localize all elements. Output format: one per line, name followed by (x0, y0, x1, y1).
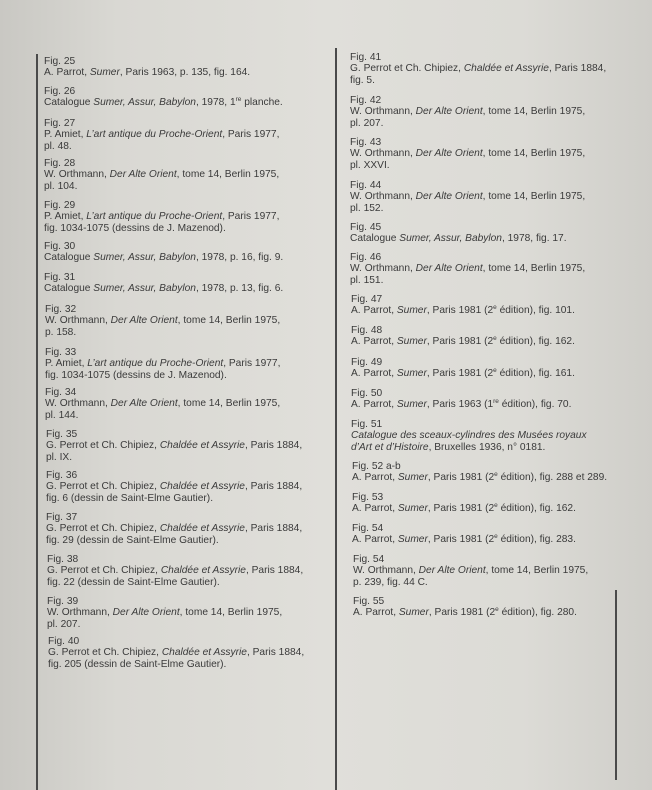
italic-title: Chaldée et Assyrie (159, 440, 245, 452)
figure-credit-entry (44, 272, 283, 295)
citation-line (351, 305, 575, 316)
citation-line (351, 430, 587, 441)
citation-text: , 1978, p. 16, fig. 9. (195, 252, 284, 264)
figure-credit-entry (352, 523, 576, 546)
citation-text: , tome 14, Berlin 1975, (176, 169, 280, 181)
italic-title: Sumer (398, 607, 429, 619)
citation-text: fig. 6 (dessin de Saint-Elme Gautier). (46, 492, 214, 504)
figure-credit-entry (44, 118, 279, 152)
figure-credit-entry (350, 137, 585, 171)
citation-text: , Paris 1981 (2 (427, 534, 495, 546)
citation-text: , Paris 1977, (223, 358, 281, 370)
citation-line (352, 472, 607, 483)
italic-title: Der Alte Orient (109, 169, 177, 181)
citation-text: , 1978, 1 (195, 97, 236, 109)
citation-text: , tome 14, Berlin 1975, (482, 106, 586, 118)
citation-text: A. Parrot, (44, 67, 90, 79)
figure-credit-entry (46, 429, 302, 463)
figure-number: Fig. 44 (350, 180, 382, 191)
italic-title: Sumer (396, 399, 427, 411)
citation-text: W. Orthmann, (350, 106, 416, 118)
citation-line (47, 565, 303, 576)
citation-line (350, 203, 585, 214)
figure-number: Fig. 40 (48, 636, 80, 647)
citation-text: pl. 144. (45, 409, 79, 421)
figure-credit-entry (351, 357, 575, 380)
citation-text: édition), fig. 162. (497, 503, 576, 515)
italic-title: Chaldée et Assyrie (160, 565, 246, 577)
italic-title: Der Alte Orient (415, 263, 483, 275)
citation-line (353, 607, 577, 618)
figure-credit-entry (353, 596, 577, 619)
citation-text: édition), fig. 101. (496, 305, 575, 317)
citation-line (44, 252, 283, 263)
citation-text: G. Perrot et Ch. Chipiez, (48, 647, 162, 659)
citation-text: pl. 152. (350, 202, 384, 214)
citation-text: fig. 1034-1075 (dessins de J. Mazenod). (44, 222, 226, 234)
citation-text: G. Perrot et Ch. Chipiez, (46, 523, 160, 535)
figure-credit-entry (47, 596, 282, 630)
citation-text: A. Parrot, (351, 368, 397, 380)
figure-number: Fig. 42 (350, 95, 382, 106)
figure-number: Fig. 28 (44, 158, 76, 169)
citation-line (351, 336, 575, 347)
figure-number: Fig. 33 (45, 347, 77, 358)
citation-line (46, 481, 302, 492)
figure-number: Fig. 54 (352, 523, 384, 534)
citation-line (44, 97, 283, 108)
figure-credit-entry (48, 636, 304, 670)
citation-text: , 1978, p. 13, fig. 6. (195, 283, 284, 295)
figure-credit-entry (44, 200, 279, 234)
italic-title: L’art antique du Proche-Orient (87, 358, 224, 370)
citation-text: , tome 14, Berlin 1975, (179, 607, 283, 619)
citation-text: , Paris 1884, (246, 647, 305, 659)
citation-line (45, 370, 280, 381)
citation-text: , Paris 1977, (222, 211, 280, 223)
citation-line (350, 160, 585, 171)
citation-text: , Paris 1884, (548, 63, 607, 75)
figure-number: Fig. 41 (350, 52, 382, 63)
citation-text: fig. 29 (dessin de Saint-Elme Gautier). (46, 534, 219, 546)
citation-text: Catalogue (44, 252, 94, 264)
citation-text: , Paris 1884, (245, 565, 304, 577)
italic-title: Chaldée et Assyrie (159, 523, 245, 535)
citation-line (45, 358, 280, 369)
citation-text: A. Parrot, (353, 607, 399, 619)
figure-number: Fig. 29 (44, 200, 76, 211)
citation-text: G. Perrot et Ch. Chipiez, (46, 481, 160, 493)
citation-text: fig. 205 (dessin de Saint-Elme Gautier). (48, 658, 227, 670)
figure-credit-entry (46, 512, 302, 546)
citation-line (350, 106, 585, 117)
figure-credit-entry (44, 86, 283, 109)
citation-line (46, 452, 302, 463)
figure-number: Fig. 45 (350, 222, 382, 233)
figure-number: Fig. 39 (47, 596, 79, 607)
figure-number: Fig. 43 (350, 137, 382, 148)
italic-title: Sumer (397, 472, 428, 484)
figure-credit-entry (350, 180, 585, 214)
figure-credit-entry (46, 470, 302, 504)
italic-title: Sumer (397, 534, 428, 546)
citation-text: G. Perrot et Ch. Chipiez, (46, 440, 160, 452)
citation-line (351, 399, 571, 410)
figure-number: Fig. 32 (45, 304, 77, 315)
citation-text: W. Orthmann, (353, 565, 419, 577)
figure-number: Fig. 55 (353, 596, 385, 607)
citation-line (44, 169, 279, 180)
figure-credit-entry (44, 158, 279, 192)
citation-text: édition), fig. 288 et 289. (497, 472, 608, 484)
citation-line (44, 141, 279, 152)
citation-line (46, 523, 302, 534)
figure-credit-entry (350, 222, 567, 245)
citation-line (47, 577, 303, 588)
citation-line (46, 440, 302, 451)
citation-text: A. Parrot, (352, 534, 398, 546)
citation-line (44, 211, 279, 222)
citation-text: A. Parrot, (352, 503, 398, 515)
figure-credit-entry (351, 325, 575, 348)
citation-text: , tome 14, Berlin 1975, (485, 565, 589, 577)
figure-number: Fig. 49 (351, 357, 383, 368)
figure-number: Fig. 47 (351, 294, 383, 305)
citation-text: A. Parrot, (351, 336, 397, 348)
citation-text: , Paris 1963, p. 135, fig. 164. (119, 67, 251, 79)
citation-text: , Paris 1981 (2 (426, 305, 494, 317)
figure-credit-entry (45, 387, 280, 421)
italic-title: Der Alte Orient (415, 106, 483, 118)
citation-line (351, 442, 587, 453)
italic-title: Sumer, Assur, Babylon (399, 233, 502, 245)
italic-title: Sumer (396, 336, 427, 348)
citation-line (45, 398, 280, 409)
citation-text: W. Orthmann, (47, 607, 113, 619)
citation-text: W. Orthmann, (44, 169, 110, 181)
citation-line (350, 75, 606, 86)
citation-line (44, 67, 250, 78)
italic-title: Sumer, Assur, Babylon (93, 252, 196, 264)
citation-line (47, 619, 282, 630)
figure-number: Fig. 37 (46, 512, 78, 523)
citation-text: P. Amiet, (44, 129, 87, 141)
citation-text: , Paris 1981 (2 (426, 368, 494, 380)
citation-text: Catalogue (44, 283, 94, 295)
citation-text: , Paris 1884, (244, 481, 303, 493)
italic-title: Der Alte Orient (112, 607, 180, 619)
citation-text: , tome 14, Berlin 1975, (482, 191, 586, 203)
italic-title: L’art antique du Proche-Orient (86, 129, 223, 141)
citation-text: pl. IX. (46, 451, 73, 463)
citation-line (353, 565, 588, 576)
center-column-rule (335, 48, 337, 790)
citation-line (45, 327, 280, 338)
figure-credit-entry (352, 492, 576, 515)
figure-number: Fig. 34 (45, 387, 77, 398)
citation-text: pl. 207. (47, 618, 81, 630)
citation-line (350, 233, 567, 244)
citation-line (45, 410, 280, 421)
citation-line (350, 191, 585, 202)
superscript-text: re (493, 398, 499, 406)
figure-credit-entry (45, 304, 280, 338)
citation-text: pl. 48. (44, 140, 72, 152)
figure-number: Fig. 36 (46, 470, 78, 481)
citation-line (350, 263, 585, 274)
figure-number: Fig. 54 (353, 554, 385, 565)
figure-credit-entry (353, 554, 588, 588)
citation-text: A. Parrot, (351, 399, 397, 411)
citation-text: , Paris 1981 (2 (427, 503, 495, 515)
citation-text: planche. (241, 97, 283, 109)
figure-number: Fig. 27 (44, 118, 76, 129)
citation-text: , tome 14, Berlin 1975, (482, 263, 586, 275)
citation-line (46, 493, 302, 504)
citation-line (352, 534, 576, 545)
citation-line (44, 181, 279, 192)
citation-text: G. Perrot et Ch. Chipiez, (350, 63, 464, 75)
italic-title: Sumer (396, 305, 427, 317)
citation-line (46, 535, 302, 546)
italic-title: Catalogue des sceaux-cylindres des Musées royaux (351, 430, 587, 442)
superscript-text: e (493, 304, 497, 312)
figure-credit-entry (352, 461, 607, 484)
superscript-text: e (495, 606, 499, 614)
citation-text: édition), fig. 162. (496, 336, 575, 348)
figure-credit-entry (350, 52, 606, 86)
citation-line (350, 148, 585, 159)
citation-text: , Paris 1884, (244, 523, 303, 535)
italic-title: Chaldée et Assyrie (161, 647, 247, 659)
figure-number: Fig. 52 a-b (352, 461, 401, 472)
citation-text: Catalogue (44, 97, 94, 109)
citation-line (44, 129, 279, 140)
italic-title: Der Alte Orient (110, 398, 178, 410)
citation-text: A. Parrot, (351, 305, 397, 317)
citation-text: , Paris 1981 (2 (426, 336, 494, 348)
figure-credit-entry (350, 95, 585, 129)
citation-text: p. 158. (45, 326, 77, 338)
citation-line (350, 275, 585, 286)
superscript-text: e (493, 367, 497, 375)
figure-number: Fig. 50 (351, 388, 383, 399)
citation-text: W. Orthmann, (350, 263, 416, 275)
citation-text: P. Amiet, (44, 211, 87, 223)
italic-title: Der Alte Orient (418, 565, 486, 577)
citation-text: , Paris 1981 (2 (427, 472, 495, 484)
figure-number: Fig. 48 (351, 325, 383, 336)
italic-title: Sumer (89, 67, 120, 79)
italic-title: Der Alte Orient (110, 315, 178, 327)
italic-title: Der Alte Orient (415, 191, 483, 203)
citation-text: édition), fig. 161. (496, 368, 575, 380)
citation-text: Catalogue (350, 233, 400, 245)
superscript-text: e (493, 335, 497, 343)
citation-text: édition), fig. 70. (498, 399, 572, 411)
figure-credit-entry (350, 252, 585, 286)
citation-text: G. Perrot et Ch. Chipiez, (47, 565, 161, 577)
italic-title: Sumer, Assur, Babylon (93, 283, 196, 295)
figure-number: Fig. 38 (47, 554, 79, 565)
figure-credit-entry (351, 294, 575, 317)
citation-line (351, 368, 575, 379)
citation-line (353, 577, 588, 588)
citation-text: , Paris 1977, (222, 129, 280, 141)
citation-text: A. Parrot, (352, 472, 398, 484)
italic-title: Sumer (397, 503, 428, 515)
superscript-text: e (494, 502, 498, 510)
citation-line (350, 63, 606, 74)
left-column-rule (36, 54, 38, 790)
figure-number: Fig. 30 (44, 241, 76, 252)
italic-title: L’art antique du Proche-Orient (86, 211, 223, 223)
superscript-text: re (235, 96, 242, 104)
citation-text: pl. 207. (350, 117, 384, 129)
figure-number: Fig. 46 (350, 252, 382, 263)
italic-title: Chaldée et Assyrie (463, 63, 549, 75)
citation-line (44, 223, 279, 234)
italic-title: Sumer, Assur, Babylon (93, 97, 196, 109)
figure-number: Fig. 25 (44, 56, 76, 67)
citation-text: , 1978, fig. 17. (501, 233, 567, 245)
citation-line (47, 607, 282, 618)
citation-text: , Paris 1884, (244, 440, 303, 452)
citation-line (350, 118, 585, 129)
citation-text: pl. 151. (350, 274, 384, 286)
figure-credit-entry (44, 241, 283, 264)
italic-title: d’Art et d’Histoire (351, 441, 429, 453)
figure-number: Fig. 35 (46, 429, 78, 440)
citation-text: fig. 22 (dessin de Saint-Elme Gautier). (47, 576, 220, 588)
citation-text: P. Amiet, (45, 358, 88, 370)
citation-text: , tome 14, Berlin 1975, (177, 398, 281, 410)
figure-number: Fig. 26 (44, 86, 76, 97)
citation-line (48, 659, 304, 670)
superscript-text: e (494, 533, 498, 541)
citation-text: pl. 104. (44, 180, 78, 192)
citation-text: pl. XXVI. (350, 159, 390, 171)
italic-title: Chaldée et Assyrie (159, 481, 245, 493)
citation-line (45, 315, 280, 326)
citation-text: fig. 1034-1075 (dessins de J. Mazenod). (45, 369, 227, 381)
citation-text: fig. 5. (350, 74, 375, 86)
citation-line (48, 647, 304, 658)
citation-text: , tome 14, Berlin 1975, (177, 315, 281, 327)
superscript-text: e (494, 471, 498, 479)
italic-title: Sumer (396, 368, 427, 380)
citation-text: , tome 14, Berlin 1975, (482, 148, 586, 160)
citation-text: édition), fig. 280. (498, 607, 577, 619)
citation-text: édition), fig. 283. (497, 534, 576, 546)
citation-text: p. 239, fig. 44 C. (353, 576, 428, 588)
right-margin-rule (615, 590, 617, 780)
citation-text: , Paris 1981 (2 (428, 607, 496, 619)
figure-credit-entry (351, 388, 571, 411)
figure-credit-entry (44, 56, 250, 79)
citation-text: W. Orthmann, (45, 315, 111, 327)
citation-text: W. Orthmann, (350, 148, 416, 160)
citation-line (44, 283, 283, 294)
figure-number: Fig. 53 (352, 492, 384, 503)
figure-credit-entry (47, 554, 303, 588)
figure-credit-entry (45, 347, 280, 381)
citation-text: , Paris 1963 (1 (426, 399, 494, 411)
figure-number: Fig. 51 (351, 419, 383, 430)
citation-text: W. Orthmann, (350, 191, 416, 203)
citation-text: , Bruxelles 1936, n° 0181. (428, 441, 546, 453)
figure-credit-entry (351, 419, 587, 453)
citation-text: W. Orthmann, (45, 398, 111, 410)
italic-title: Der Alte Orient (415, 148, 483, 160)
citation-line (352, 503, 576, 514)
figure-number: Fig. 31 (44, 272, 76, 283)
